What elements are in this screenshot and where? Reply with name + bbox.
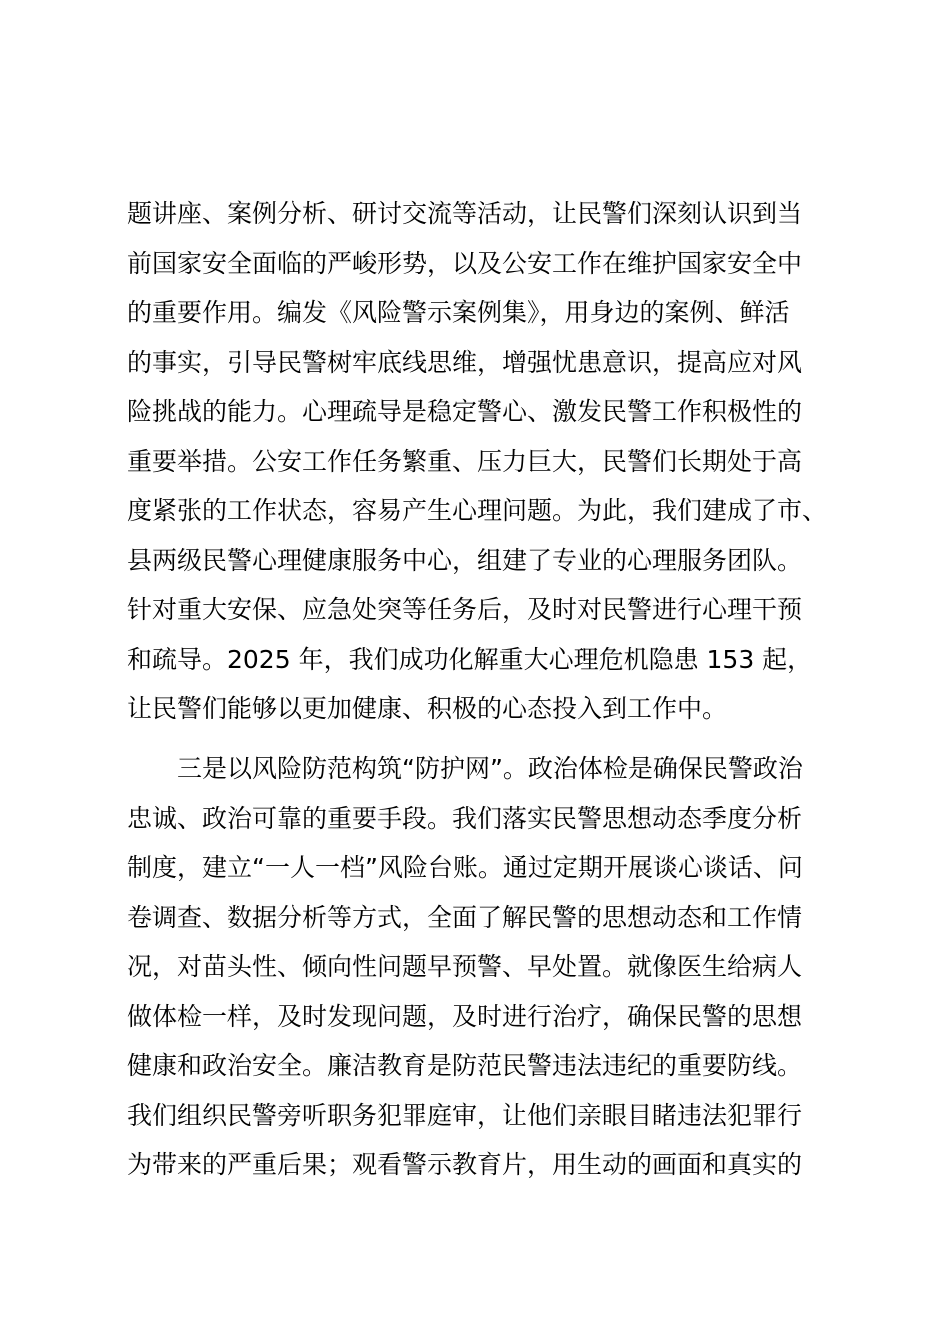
text-line: 我们组织民警旁听职务犯罪庭审，让他们亲眼目睹违法犯罪行: [127, 1101, 803, 1130]
text-line: 和疏导。2025 年，我们成功化解重大心理危机隐患 153 起，: [127, 645, 813, 674]
text-line: 卷调查、数据分析等方式，全面了解民警的思想动态和工作情: [127, 903, 803, 932]
text-line: 况，对苗头性、倾向性问题早预警、早处置。就像医生给病人: [127, 952, 803, 981]
text-line: 忠诚、政治可靠的重要手段。我们落实民警思想动态季度分析: [127, 804, 803, 833]
text-line: 做体检一样，及时发现问题，及时进行治疗，确保民警的思想: [127, 1002, 803, 1031]
text-line: 针对重大安保、应急处突等任务后，及时对民警进行心理干预: [127, 595, 803, 624]
text-line: 为带来的严重后果；观看警示教育片，用生动的画面和真实的: [127, 1150, 803, 1179]
text-line: 健康和政治安全。廉洁教育是防范民警违法违纪的重要防线。: [127, 1051, 803, 1080]
text-line: 险挑战的能力。心理疏导是稳定警心、激发民警工作积极性的: [127, 397, 803, 426]
text-line: 制度，建立“一人一档”风险台账。通过定期开展谈心谈话、问: [127, 853, 803, 882]
text-line: 县两级民警心理健康服务中心，组建了专业的心理服务团队。: [127, 546, 803, 575]
text-line: 前国家安全面临的严峻形势，以及公安工作在维护国家安全中: [127, 249, 803, 278]
text-line: 题讲座、案例分析、研讨交流等活动，让民警们深刻认识到当: [127, 199, 803, 228]
text-line: 的事实，引导民警树牢底线思维，增强忧患意识，提高应对风: [127, 348, 803, 377]
text-line: 度紧张的工作状态，容易产生心理问题。为此，我们建成了市、: [127, 496, 828, 525]
text-line: 让民警们能够以更加健康、积极的心态投入到工作中。: [127, 694, 728, 723]
text-line: 的重要作用。编发《风险警示案例集》，用身边的案例、鲜活: [127, 298, 790, 327]
paragraph-first-line: 三是以风险防范构筑“防护网”。政治体检是确保民警政治: [177, 754, 803, 783]
text-line: 重要举措。公安工作任务繁重、压力巨大，民警们长期处于高: [127, 447, 803, 476]
